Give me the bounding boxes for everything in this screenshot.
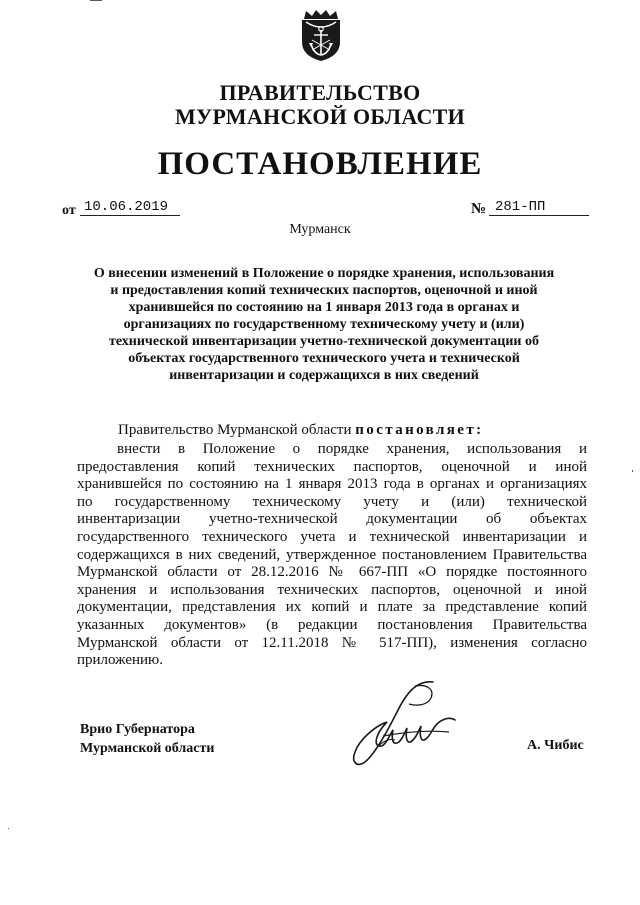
body-line: предоставления копий технических паспортов, оценочной и иной	[77, 458, 587, 475]
signatory-position	[80, 720, 214, 758]
body-line: инвентаризации учетно-технической документации об объектах	[77, 511, 587, 528]
body-line: Мурманской области от 12.11.2018 № 517-ПП), изменения согласно	[77, 634, 587, 651]
organization-name-line-1: ПРАВИТЕЛЬСТВО	[219, 80, 421, 105]
organization-name-line-2: МУРМАНСКОЙ ОБЛАСТИ	[174, 104, 466, 129]
handwritten-signature	[345, 676, 465, 772]
body-line: по государственному техническому учету и (или) технической	[77, 493, 587, 510]
scan-artifact	[632, 470, 633, 472]
heading-line: и предоставления копий технических паспортов, оценочной и иной	[110, 283, 538, 298]
heading-line: хранившейся по состоянию на 1 января 2013 года в органах и	[128, 300, 520, 315]
decree-lead	[118, 422, 484, 439]
heading-line: технической инвентаризации учетно-технической документации об	[108, 334, 539, 349]
body-line: приложению.	[77, 652, 164, 669]
city-name: Мурманск	[289, 222, 351, 237]
body-line: Мурманской области от 28.12.2016 № 667-ПП «О порядке постоянного	[77, 564, 587, 581]
coat-of-arms-icon	[300, 10, 342, 62]
body-line: государственного технического учета и технической инвентаризации и	[77, 528, 587, 545]
signatory-name: А. Чибис	[527, 738, 584, 753]
lead-emphasis: постановляет:	[355, 422, 484, 438]
date-label: от	[62, 203, 76, 218]
body-line: хранения и использования технических паспортов, оценочной и иной	[77, 581, 587, 598]
body-line: содержащихся в них сведений, утвержденное постановлением Правительства	[77, 546, 587, 563]
heading-line: организациях по государственному техническому учету и (или)	[123, 317, 525, 332]
body-line: хранившейся по состоянию на 1 января 2013 года в органах и организациях	[77, 476, 587, 493]
signatory-position-line: Врио Губернатора	[80, 722, 195, 737]
heading-line: объектах государственного технического учета и технической	[128, 351, 520, 366]
heading-line: инвентаризации и содержащихся в них сведений	[169, 368, 479, 383]
document-type-title: ПОСТАНОВЛЕНИЕ	[157, 146, 483, 182]
signatory-position-line: Мурманской области	[80, 741, 215, 756]
document-date: 10.06.2019	[80, 200, 180, 216]
decree-body	[77, 441, 587, 670]
number-label: №	[471, 201, 487, 217]
document-heading	[60, 265, 588, 384]
scan-artifact	[8, 828, 9, 829]
body-line: документации, представления их копий и плате за представление копий	[77, 599, 587, 616]
heading-line: О внесении изменений в Положение о порядке хранения, использования	[93, 266, 555, 281]
scan-artifact	[90, 0, 102, 1]
document-number: 281-ПП	[489, 200, 589, 216]
body-line: указанных документов» (в редакции постановления Правительства	[77, 616, 587, 633]
lead-text: Правительство Мурманской области	[118, 422, 356, 438]
body-line: внести в Положение о порядке хранения, использования и	[117, 441, 587, 457]
